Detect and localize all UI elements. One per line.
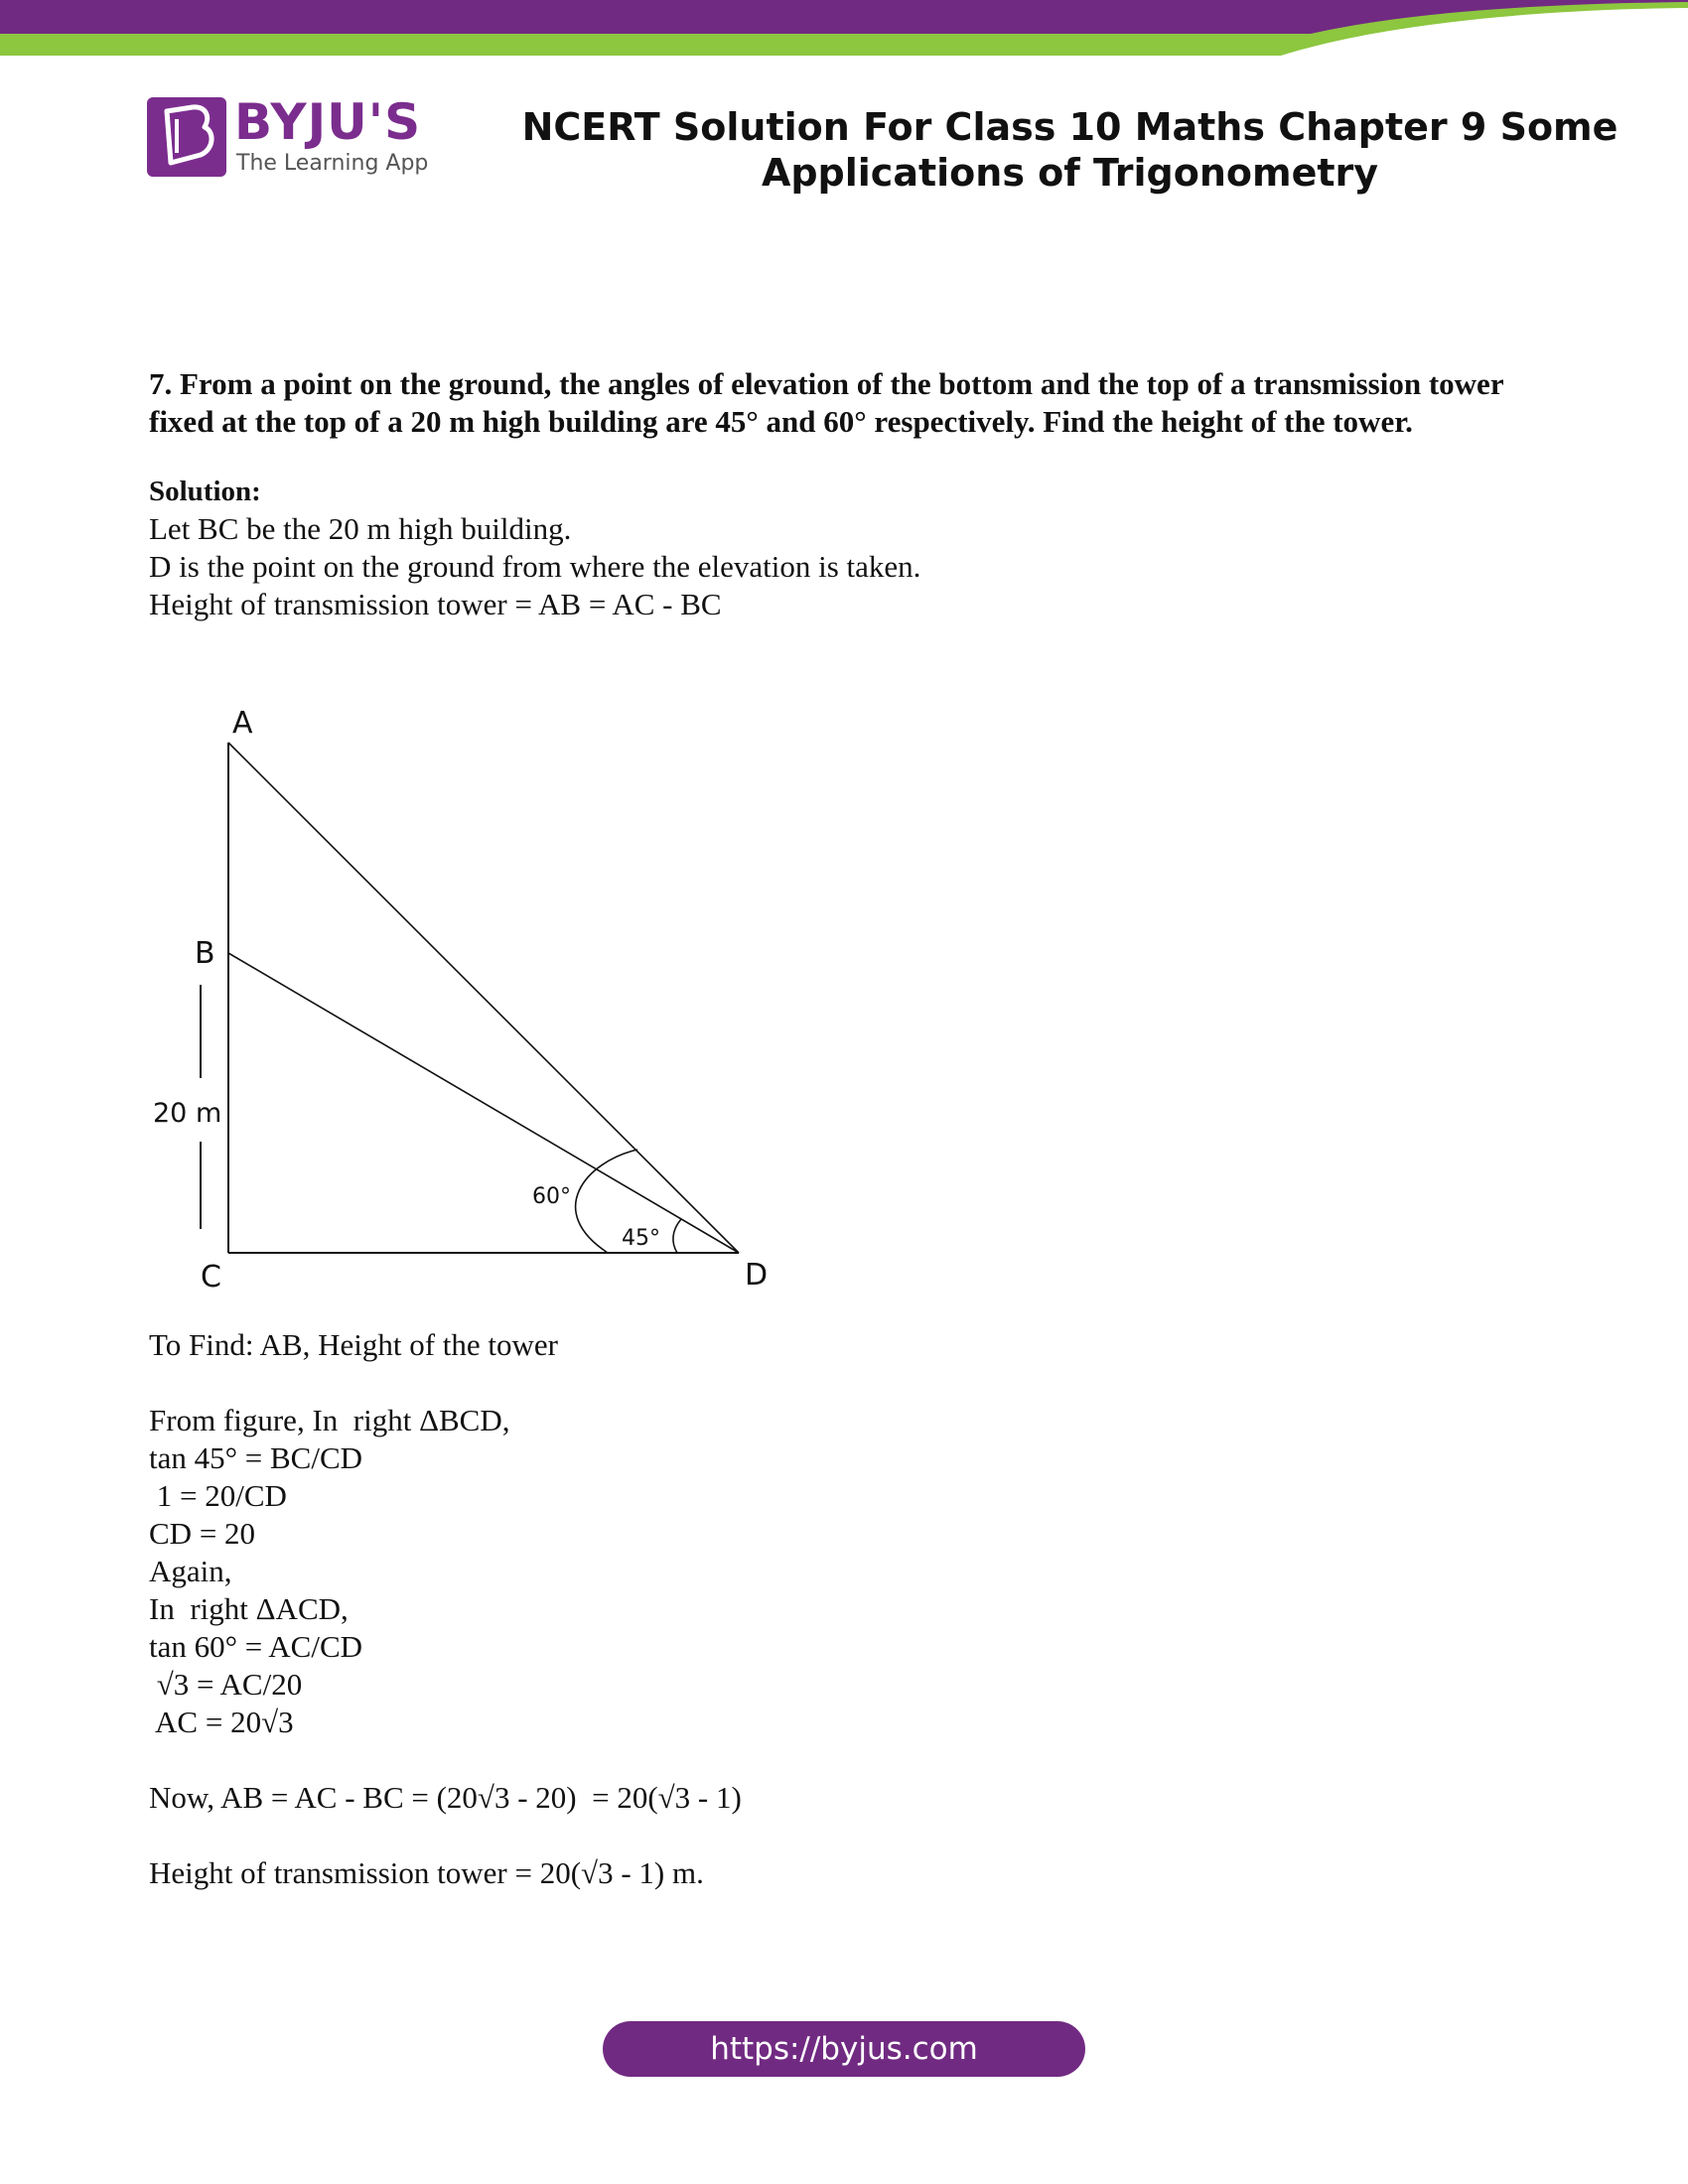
solution-working bbox=[149, 1326, 1539, 1892]
logo-mark bbox=[147, 97, 226, 177]
point-b-label: B bbox=[195, 936, 215, 971]
angle-arc-45 bbox=[673, 1219, 681, 1253]
question-text: 7. From a point on the ground, the angles of elevation of the bottom and the top of a transmission tower fixed at the top of a 20 m high building are 45° and 60° respectively. Find the height of the tower. bbox=[149, 366, 1504, 439]
answer-line: Height of transmission tower = 20(√3 - 1) m. bbox=[149, 1855, 704, 1890]
working-step: 1 = 20/CD bbox=[149, 1478, 287, 1513]
now-line: Now, AB = AC - BC = (20√3 - 20) = 20(√3 - 1) bbox=[149, 1780, 742, 1815]
solution-intro-line: D is the point on the ground from where the elevation is taken. bbox=[149, 549, 921, 584]
page-title: NCERT Solution For Class 10 Maths Chapter 9 Some Applications of Trigonometry bbox=[521, 105, 1618, 195]
top-decorative-band bbox=[0, 0, 1688, 60]
height-label: 20 m bbox=[153, 1098, 222, 1129]
working-step: tan 45° = BC/CD bbox=[149, 1440, 363, 1475]
logo-tagline: The Learning App bbox=[236, 151, 429, 176]
working-step: CD = 20 bbox=[149, 1516, 256, 1551]
working-step: Again, bbox=[149, 1554, 232, 1588]
point-a-label: A bbox=[232, 706, 253, 741]
angle-45-label: 45° bbox=[622, 1226, 660, 1251]
point-d-label: D bbox=[745, 1258, 769, 1291]
byjus-logo bbox=[147, 95, 435, 185]
solution-intro-line: Let BC be the 20 m high building. bbox=[149, 511, 572, 546]
working-step: AC = 20√3 bbox=[149, 1705, 294, 1739]
working-step: In right ΔACD, bbox=[149, 1591, 349, 1626]
angle-60-label: 60° bbox=[532, 1184, 571, 1209]
footer-url-link[interactable]: https://byjus.com bbox=[603, 2021, 1085, 2077]
solution-label: Solution: bbox=[149, 476, 261, 507]
working-step: From figure, In right ΔBCD, bbox=[149, 1403, 510, 1437]
logo-wordmark: BYJU'S bbox=[234, 93, 422, 151]
solution-intro-line: Height of transmission tower = AB = AC - BC bbox=[149, 587, 722, 621]
question-section bbox=[149, 365, 1549, 623]
working-step: √3 = AC/20 bbox=[149, 1667, 303, 1702]
triangle-figure bbox=[149, 695, 784, 1291]
point-c-label: C bbox=[201, 1260, 221, 1291]
to-find-line: To Find: AB, Height of the tower bbox=[149, 1327, 558, 1362]
working-step: tan 60° = AC/CD bbox=[149, 1629, 363, 1664]
b-letter-icon bbox=[147, 97, 226, 177]
